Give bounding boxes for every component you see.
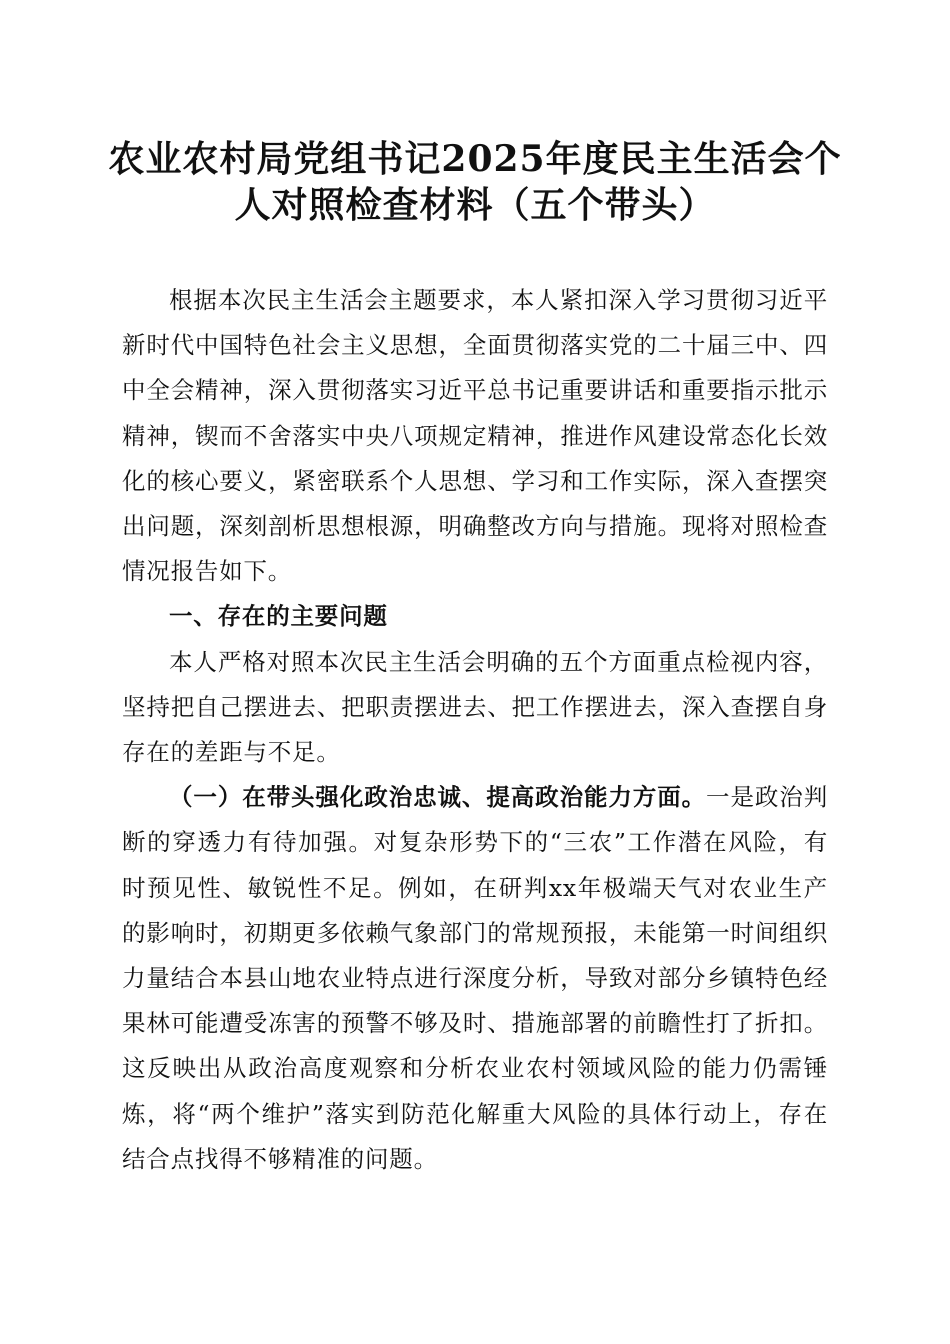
document-body	[122, 278, 828, 1182]
intro-paragraph: 根据本次民主生活会主题要求，本人紧扣深入学习贯彻习近平新时代中国特色社会主义思想，全面贯彻落实党的二十届三中、四中全会精神，深入贯彻落实习近平总书记重要讲话和重要指示批示精神，锲而不舍落实中央八项规定精神，推进作风建设常态化长效化的核心要义，紧密联系个人思想、学习和工作实际，深入查摆突出问题，深刻剖析思想根源，明确整改方向与措施。现将对照检查情况报告如下。	[122, 286, 828, 586]
subsection-text-political: 一是政治判断的穿透力有待加强。对复杂形势下的“三农”工作潜在风险，有时预见性、敏锐性不足。例如，在研判xx年极端天气对农业生产的影响时，初期更多依赖气象部门的常规预报，未能第一时间组织力量结合本县山地农业特点进行深度分析，导致对部分乡镇特色经果林可能遭受冻害的预警不够及时、措施部署的前瞻性打了折扣。这反映出从政治高度观察和分析农业农村领域风险的能力仍需锤炼，将“两个维护”落实到防范化解重大风险的具体行动上，存在结合点找得不够精准的问题。	[122, 783, 828, 1173]
document-title	[100, 136, 850, 228]
subsection-heading-political: （一）在带头强化政治忠诚、提高政治能力方面。	[169, 783, 707, 812]
section-paragraph-problems: 本人严格对照本次民主生活会明确的五个方面重点检视内容，坚持把自己摆进去、把职责摆进去、把工作摆进去，深入查摆自身存在的差距与不足。	[122, 647, 828, 767]
subsection-paragraph-political	[122, 775, 828, 1182]
title-line-1: 农业农村局党组书记2025年度民主生活会个	[108, 138, 842, 180]
title-line-2: 人对照检查材料（五个带头）	[234, 184, 716, 226]
section-heading-problems: 一、存在的主要问题	[169, 602, 388, 631]
